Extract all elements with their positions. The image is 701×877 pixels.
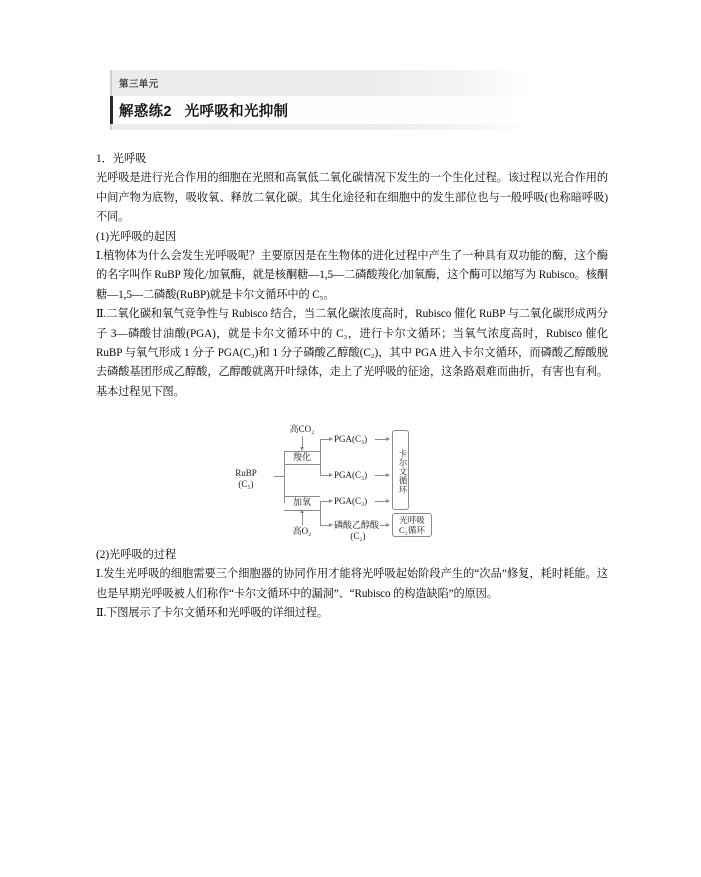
- diagram-label-phosphoglycolate-carbon: (C₂): [350, 531, 366, 541]
- document-content: [96, 150, 608, 402]
- diagram-arrow-pga1-to-calvin: [386, 437, 390, 441]
- diagram-arrow-to-pga2: [329, 473, 333, 477]
- diagram-line-rubp-connector: [274, 476, 284, 477]
- document-content-lower: [96, 546, 608, 624]
- unit-banner: [110, 70, 530, 96]
- diagram-line-carbox-top: [284, 451, 320, 452]
- diagram-line-o2-stem: [302, 512, 303, 525]
- diagram-label-pga-3: PGA(C₃): [334, 496, 368, 506]
- subsection-1-item-1: Ⅰ.植物体为什么会发生光呼吸呢？主要原因是在生物体的进化过程中产生了一种具有双功能的酶，这个酶的名字叫作 RuBP 羧化/加氧酶，就是核酮糖—1,5—二磷酸羧化/加氧酶，这个酶可以缩写为 Rubisco。核酮糖—1,5—二磷酸(RuBP)就是卡尔文循环中的 C₅。: [96, 250, 608, 301]
- subsection-2-item-1: Ⅰ.发生光呼吸的细胞需要三个细胞器的协同作用才能将光呼吸起始阶段产生的“次品”修复，耗时耗能。这也是早期光呼吸被人们称作“卡尔文循环中的漏洞”、“Rubisco 的构造缺陷”的原因。: [96, 568, 608, 600]
- diagram-arrow-to-pga1: [329, 437, 333, 441]
- diagram-line-oxy-bottom: [284, 510, 320, 511]
- subsection-2-heading: (2)光呼吸的过程: [96, 549, 177, 561]
- diagram-label-pga-1: PGA(C₃): [334, 434, 368, 444]
- diagram-line-oxy-top: [284, 496, 320, 497]
- diagram-label-high-o2: 高O₂: [292, 526, 312, 536]
- diagram-box-calvin-cycle: 卡尔文循环: [392, 430, 409, 510]
- title-banner: [110, 96, 530, 124]
- diagram-label-carboxylation: 羧化: [292, 452, 311, 462]
- diagram-line-carbox-split: [320, 439, 321, 475]
- diagram-box-photoresp-line-1: 光呼吸: [399, 515, 425, 525]
- diagram-arrow-pga3-to-calvin: [386, 499, 390, 503]
- diagram-arrow-to-photoresp-box: [386, 523, 390, 527]
- banner-bottom-rule: [110, 124, 112, 130]
- diagram-box-photorespiration: [392, 513, 432, 537]
- photorespiration-flow-diagram: [228, 424, 425, 542]
- subsection-1-heading: (1)光呼吸的起因: [96, 230, 177, 243]
- diagram-line-oxy-split: [320, 501, 321, 525]
- diagram-label-phosphoglycolate: 磷酸乙醇酸: [334, 520, 380, 530]
- diagram-line-carbox-bottom: [284, 464, 320, 465]
- diagram-label-rubp-carbon: (C₅): [238, 479, 254, 489]
- page-title: 解惑练2 光呼吸和光抑制: [119, 103, 289, 120]
- diagram-arrow-pga2-to-calvin: [386, 473, 390, 477]
- diagram-label-high-co2: 高CO₂: [289, 424, 315, 434]
- unit-label: 第三单元: [119, 79, 159, 90]
- subsection-2-item-2: Ⅱ.下图展示了卡尔文循环和光呼吸的详细过程。: [96, 607, 328, 620]
- section-1-heading: 1．光呼吸: [96, 153, 147, 165]
- diagram-label-oxygenation: 加氧: [292, 497, 311, 507]
- diagram-arrow-to-phosphoglycolate: [329, 523, 333, 527]
- diagram-label-rubp: RuBP: [235, 468, 257, 478]
- subsection-1-item-2: Ⅱ.二氧化碳和氧气竞争性与 Rubisco 结合，当二氧化碳浓度高时，Rubisco 催化 RuBP 与二氧化碳形成两分子 3—磷酸甘油酸(PGA)，就是卡尔文循环中的 C₃，进行卡尔文循环；当氧气浓度高时，Rubisco 催化 RuBP 与氧气形成 1 分子 PGA(C₃)和 1 分子磷酸乙醇酸(C₂)，其中 PGA 进入卡尔文循环，而磷酸乙醇酸脱去磷酸基团形成乙醇酸，乙醇酸就离开叶绿体，走上了光呼吸的征途，这条路艰难而曲折，有害也有利。基本过程见下图。: [96, 308, 608, 398]
- section-1-paragraph: 光呼吸是进行光合作用的细胞在光照和高氧低二氧化碳情况下发生的一个生化过程。该过程以光合作用的中间产物为底物，吸收氧、释放二氧化碳。其生化途径和在细胞中的发生部位也与一般呼吸(也称暗呼吸)不同。: [96, 172, 608, 224]
- diagram-box-photoresp-line-2: C₂循环: [399, 525, 425, 535]
- diagram-label-pga-2: PGA(C₃): [334, 470, 368, 480]
- diagram-arrow-to-pga3: [329, 499, 333, 503]
- banner-bottom-strip: [110, 124, 530, 130]
- unit-banner-rule: [110, 70, 112, 96]
- title-banner-rule: [110, 96, 113, 124]
